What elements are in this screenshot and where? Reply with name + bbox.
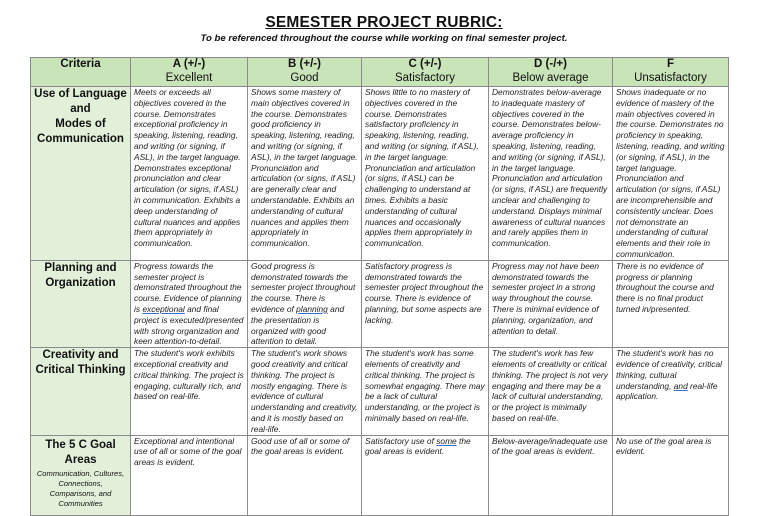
column-header-c — [362, 58, 489, 87]
rubric-cell-a: Meets or exceeds all objectives covered in the course. Demonstrates exceptional proficiency in speaking, listening, reading, and writing (or signing, if ASL), in the target language. Demonstrates exceptional pronunciation and clear articulation (or signs, if ASL) in communication. Exhibits a deep understanding of cultural nuances and applies them appropriately in communication. — [131, 87, 248, 261]
cell-text: and the presentation is organized with good attention to detail. — [251, 303, 345, 347]
cell-text: The student's work has no evidence of creativity, critical thinking, cultural understanding, — [616, 348, 722, 391]
column-header-b — [248, 58, 362, 87]
rubric-row-use-of-language — [31, 87, 729, 261]
rubric-cell-a — [131, 260, 248, 347]
grade-label: B (+/-) — [288, 58, 321, 70]
rubric-cell-f: No use of the goal area is evident. — [613, 435, 729, 515]
rubric-cell-b: Shows some mastery of main objectives covered in the course. Demonstrates good proficiency in speaking, listening, reading, and writing (or signing, if ASL), in the target language. Pronunciation and articulation (or signs, if ASL) are generally clear and understandable. Exhibits an understanding of cultural nuances and applies them appropriately in communication. — [248, 87, 362, 261]
criterion-label-line: Planning and — [44, 261, 117, 274]
criterion-label-line: Communication — [37, 133, 124, 145]
spellcheck-flagged-word[interactable]: planning — [296, 303, 328, 314]
criterion-label-line: The 5 C Goal — [45, 438, 116, 451]
criteria-header — [31, 58, 131, 87]
rubric-cell-c: Shows little to no mastery of objectives covered in the course. Demonstrates satisfactory proficiency in speaking, listening, reading, and writing (or signing, if ASL), in the target language. Pronunciation and articulation (or signs, if ASL) can be challenging to understand at times. Exhibits a basic understanding of cultural nuances and occasionally applies them appropriately in communication. — [362, 87, 489, 261]
grade-label: C (+/-) — [408, 58, 442, 70]
spellcheck-flagged-word[interactable]: and — [673, 380, 688, 391]
criterion-label-line: Use of Language — [34, 88, 127, 100]
rubric-cell-c: The student's work has some elements of creativity and critical thinking. The project is somewhat engaging. There may be a lack of cultural understanding, or the project is minimally based on real-life. — [362, 348, 489, 435]
rubric-row-planning-and-organization — [31, 260, 729, 347]
cell-text: Satisfactory use of — [365, 435, 437, 446]
rubric-cell-d: Below-average/inadequate use of the goal areas is evident. — [489, 435, 613, 515]
cell-text: Progress towards the semester project is demonstrated throughout the course. Evidence of planning is — [134, 260, 242, 314]
rubric-cell-d: Progress may not have been demonstrated towards the semester project in a strong way throughout the course. There is minimal evidence of planning, organization, and attention to detail. — [489, 260, 613, 347]
rubric-cell-f — [613, 348, 729, 435]
rubric-cell-c: Satisfactory progress is demonstrated towards the semester project throughout the course. There is evidence of planning, but some aspects are lacking. — [362, 260, 489, 347]
criterion-cell — [31, 260, 131, 347]
rubric-cell-a: Exceptional and intentional use of all or some of the goal areas is evident. — [131, 435, 248, 515]
rubric-cell-d: Demonstrates below-average to inadequate mastery of objectives covered in the course. Demonstrates below-average proficiency in speaking, listening, reading, and writing (or signing, if ASL), in the target language. Pronunciation and articulation (or signs, if ASL) are frequently unclear and challenging to understand. Displays minimal awareness of cultural nuances and rarely applies them in communication. — [489, 87, 613, 261]
cell-text: the goal areas is evident. — [365, 435, 471, 457]
rubric-cell-d: The student's work has few elements of creativity or critical thinking. The project is not very engaging and there may be a lack of cultural understanding, or the project is minimally based on real-life. — [489, 348, 613, 435]
column-header-d — [489, 58, 613, 87]
rubric-table — [30, 57, 729, 516]
rubric-cell-f: Shows inadequate or no evidence of mastery of the main objectives covered in the course. Demonstrates no proficiency in speaking, listening, reading, and writing (or signing, if ASL), in the target language. Pronunciation and articulation (or signs, if ASL) are incomprehensible and consistently unclear. Does not demonstrate an understanding of cultural elements and their role in communication. — [613, 87, 729, 261]
document-title: SEMESTER PROJECT RUBRIC: — [265, 14, 503, 31]
criterion-label-line: Creativity and — [42, 349, 119, 362]
criterion-label-line: Critical Thinking — [35, 364, 126, 377]
grade-description: Good — [290, 72, 319, 84]
criterion-cell — [31, 348, 131, 435]
grade-label: A (+/-) — [172, 58, 206, 70]
cell-text: and final project is executed/presented with strong organization and keen attention-to-detail. — [134, 303, 244, 347]
criterion-cell — [31, 87, 131, 261]
rubric-cell-b — [248, 260, 362, 347]
criterion-cell — [31, 435, 131, 515]
criteria-header-label: Criteria — [60, 58, 101, 70]
cell-text: Good progress is demonstrated towards the semester project throughout the course. There is evidence of — [251, 260, 356, 314]
criterion-label-line: Modes of — [55, 118, 106, 130]
criterion-label-line: and — [70, 103, 91, 115]
grade-label: D (-/+) — [534, 58, 567, 70]
grade-description: Below average — [512, 72, 589, 84]
rubric-cell-a: The student's work exhibits exceptional creativity and critical thinking. The project is engaging, culturally rich, and based on real-life. — [131, 348, 248, 435]
rubric-row-five-c-goal-areas — [31, 435, 729, 515]
document-subtitle: To be referenced throughout the course while working on final semester project. — [200, 33, 568, 44]
criterion-label-line: Areas — [64, 453, 97, 466]
rubric-row-creativity-and-critical-thinking — [31, 348, 729, 435]
rubric-cell-b: Good use of all or some of the goal areas is evident. — [248, 435, 362, 515]
grade-description: Unsatisfactory — [634, 72, 707, 84]
grade-description: Excellent — [165, 72, 213, 84]
spellcheck-flagged-word[interactable]: exceptional — [142, 303, 185, 314]
rubric-cell-f: There is no evidence of progress or planning throughout the course and there is no final product turned in/presented. — [613, 260, 729, 347]
criterion-label-line: Organization — [45, 276, 116, 289]
header-row — [31, 58, 729, 87]
grade-description: Satisfactory — [394, 72, 456, 84]
cell-text: real-life application. — [616, 380, 718, 402]
spellcheck-flagged-word[interactable]: some — [436, 435, 457, 446]
rubric-cell-c — [362, 435, 489, 515]
column-header-f — [613, 58, 729, 87]
criterion-subtitle: Communication, Cultures, Connections, Comparisons, and Communities — [36, 468, 125, 508]
column-header-a — [131, 58, 248, 87]
grade-label: F — [666, 58, 675, 70]
rubric-cell-b: The student's work shows good creativity and critical thinking. The project is mostly engaging. There is evidence of cultural understanding and creativity, and it is mostly based on real-life. — [248, 348, 362, 435]
